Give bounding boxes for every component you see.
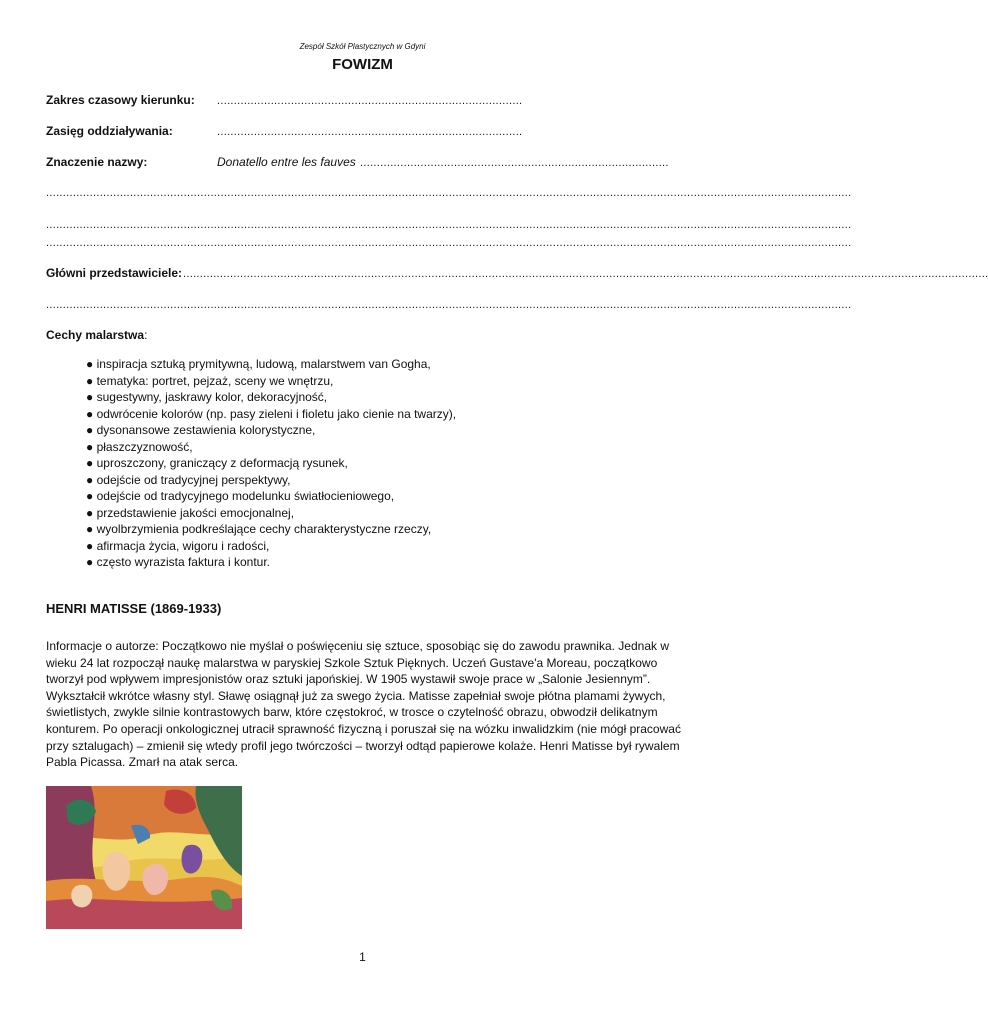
list-item: ● często wyrazista faktura i kontur. [86, 554, 456, 571]
list-item: ● uproszczony, graniczący z deformacją rysunek, [86, 455, 456, 472]
matisse-bio: Informacje o autorze: Początkowo nie myślał o poświęceniu się sztuce, sposobiąc się do zawodu prawnika. Jednak w wieku 24 lat rozpoczął naukę malarstwa w paryskiej Szkole Sztuk Pięknych. Uczeń Gustave'a Moreau, początkowo tworzył pod wpływem impresjonistów oraz sztuki japońskiej. W 1905 wystawił swoje prace w „Salonie Jesiennym”. Wykształcił wkrótce własny styl. Sławę osiągnął już za swego życia. Matisse zapełniał swoje płótna plamami żywych, świetlistych, zwykle silnie kontrastowych barw, które częstokroć, w trosce o czytelność obrazu, obwodził delikatnym konturem. Po operacji onkologicznej utracił sprawność fizyczną i poruszał się na wózku inwalidzkim (nie mógł pracować przy sztalugach) – zmienił się wtedy profil jego twórczości – tworzył odtąd papierowe kolaże. Henri Matisse był rywalem Pabla Picassa. Zmarł na atak serca. [46, 639, 681, 770]
list-item: ● odejście od tradycyjnego modelunku światłocieniowego, [86, 488, 456, 505]
main-representatives-label: Główni przedstawiciele: [46, 266, 183, 280]
list-item: ● inspiracja sztuką prymitywną, ludową, malarstwem van Gogha, [86, 356, 456, 373]
time-range-label: Zakres czasowy kierunku: [46, 93, 195, 107]
name-meaning-value: Donatello entre les fauves [217, 155, 356, 169]
time-range-dots: ........................................................................................... [217, 95, 523, 107]
list-item: ● odejście od tradycyjnej perspektywy, [86, 472, 456, 489]
school-name: Zespół Szkół Plastycznych w Gdyni [299, 42, 426, 51]
name-meaning-label: Znaczenie nazwy: [46, 155, 148, 169]
blank-line-4: ................................................................................................................................................................................................................................................ [46, 299, 852, 311]
list-item: ● przedstawienie jakości emocjonalnej, [86, 505, 456, 522]
page-title: FOWIZM [332, 56, 393, 73]
name-meaning-dots: ............................................................................................ [360, 157, 669, 169]
blank-line-1: ................................................................................................................................................................................................................................................ [46, 187, 852, 199]
range-dots: ........................................................................................... [217, 126, 523, 138]
page-number: 1 [359, 950, 366, 964]
blank-line-3: ................................................................................................................................................................................................................................................ [46, 237, 852, 249]
representatives-dots: ................................................................................................................................................................................................................................................ [183, 268, 988, 280]
painting-image [46, 786, 242, 929]
matisse-heading: HENRI MATISSE (1869-1933) [46, 601, 222, 616]
features-heading: Cechy malarstwa: [46, 328, 148, 342]
blank-line-2: ................................................................................................................................................................................................................................................ [46, 219, 852, 231]
list-item: ● tematyka: portret, pejzaż, sceny we wnętrzu, [86, 373, 456, 390]
list-item: ● płaszczyznowość, [86, 439, 456, 456]
list-item: ● wyolbrzymienia podkreślające cechy charakterystyczne rzeczy, [86, 521, 456, 538]
list-item: ● odwrócenie kolorów (np. pasy zieleni i fioletu jako cienie na twarzy), [86, 406, 456, 423]
list-item: ● sugestywny, jaskrawy kolor, dekoracyjność, [86, 389, 456, 406]
list-item: ● dysonansowe zestawienia kolorystyczne, [86, 422, 456, 439]
list-item: ● afirmacja życia, wigoru i radości, [86, 538, 456, 555]
features-list [86, 356, 456, 571]
range-label: Zasięg oddziaływania: [46, 124, 173, 138]
